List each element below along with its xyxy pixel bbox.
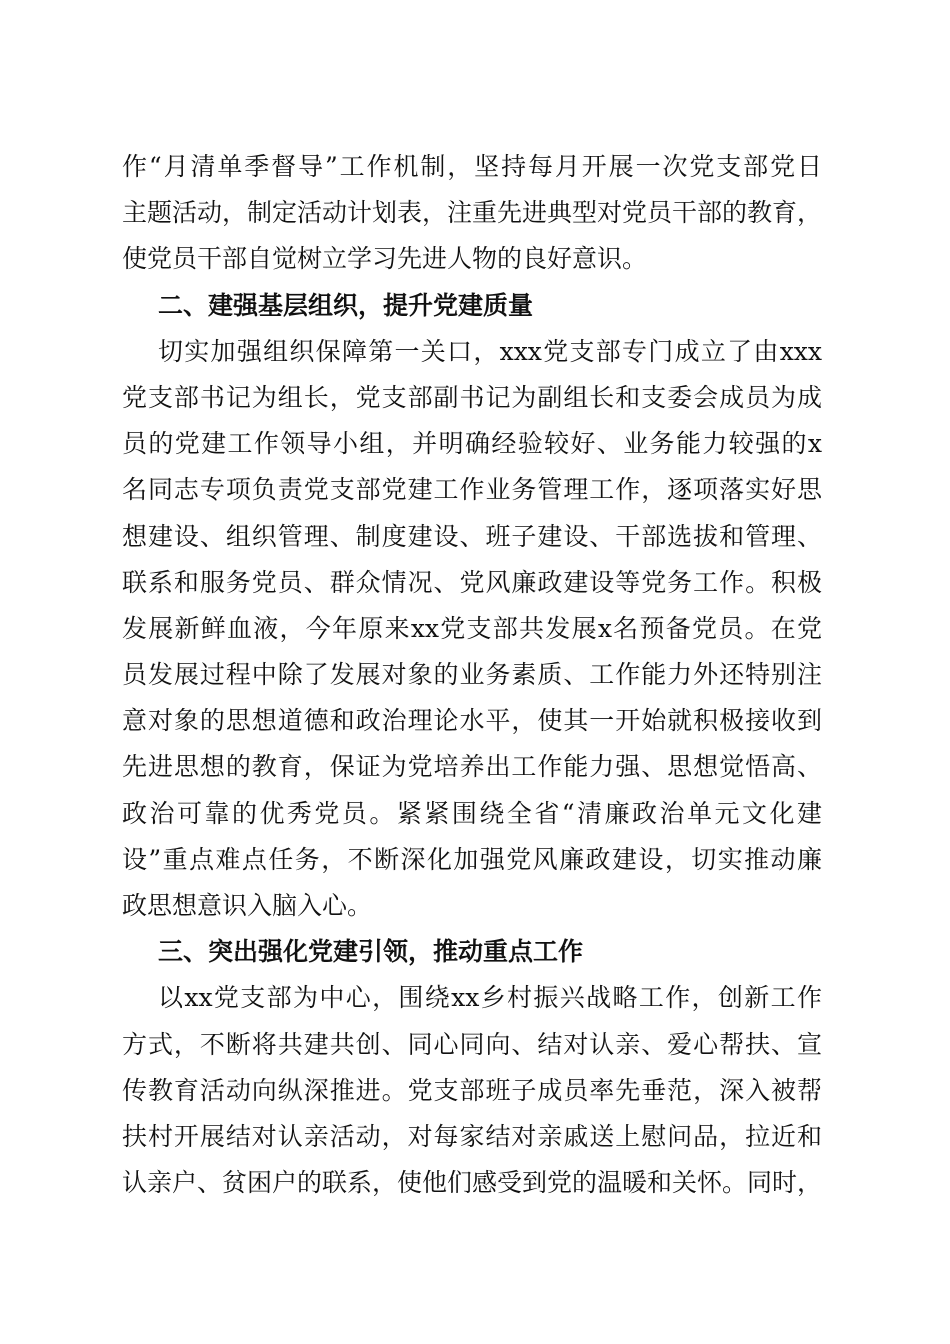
text-line: 员发展过程中除了发展对象的业务素质、工作能力外还特别注 [122, 660, 822, 690]
text-line: 作“月清单季督导”工作机制，坚持每月开展一次党支部党日 [122, 152, 822, 181]
text-line: 名同志专项负责党支部党建工作业务管理工作，逐项落实好思 [122, 475, 822, 505]
text-line: 党支部书记为组长，党支部副书记为副组长和支委会成员为成 [122, 382, 822, 412]
section-heading-2: 二、建强基层组织，提升党建质量 [158, 290, 534, 320]
text-line: 主题活动，制定活动计划表，注重先进典型对党员干部的教育， [122, 198, 823, 228]
text-line: 想建设、组织管理、制度建设、班子建设、干部选拔和管理、 [122, 521, 822, 551]
text-line: 政治可靠的优秀党员。紧紧围绕全省“清廉政治单元文化建 [122, 798, 822, 828]
text-line: 先进思想的教育，保证为党培养出工作能力强、思想觉悟高、 [122, 752, 822, 782]
text-line: 设”重点难点任务，不断深化加强党风廉政建设，切实推动廉 [122, 844, 822, 874]
text-line: 切实加强组织保障第一关口，xxx党支部专门成立了由xxx [158, 336, 822, 366]
text-line: 使党员干部自觉树立学习先进人物的良好意识。 [122, 244, 648, 274]
text-line: 员的党建工作领导小组，并明确经验较好、业务能力较强的x [122, 429, 822, 459]
text-line: 扶村开展结对认亲活动，对每家结对亲戚送上慰问品，拉近和 [122, 1121, 822, 1151]
text-line: 发展新鲜血液，今年原来xx党支部共发展x名预备党员。在党 [122, 613, 822, 643]
text-line: 意对象的思想道德和政治理论水平，使其一开始就积极接收到 [122, 706, 822, 736]
text-line: 认亲户、贫困户的联系，使他们感受到党的温暖和关怀。同时， [122, 1168, 823, 1198]
text-line: 方式，不断将共建共创、同心同向、结对认亲、爱心帮扶、宣 [122, 1029, 822, 1059]
text-line: 以xx党支部为中心，围绕xx乡村振兴战略工作，创新工作 [158, 983, 822, 1013]
document-body [122, 144, 822, 1206]
text-line: 联系和服务党员、群众情况、党风廉政建设等党务工作。积极 [122, 567, 822, 597]
text-line: 政思想意识入脑入心。 [122, 891, 373, 920]
section-heading-3: 三、突出强化党建引领，推动重点工作 [158, 937, 584, 967]
text-line: 传教育活动向纵深推进。党支部班子成员率先垂范，深入被帮 [122, 1075, 822, 1105]
